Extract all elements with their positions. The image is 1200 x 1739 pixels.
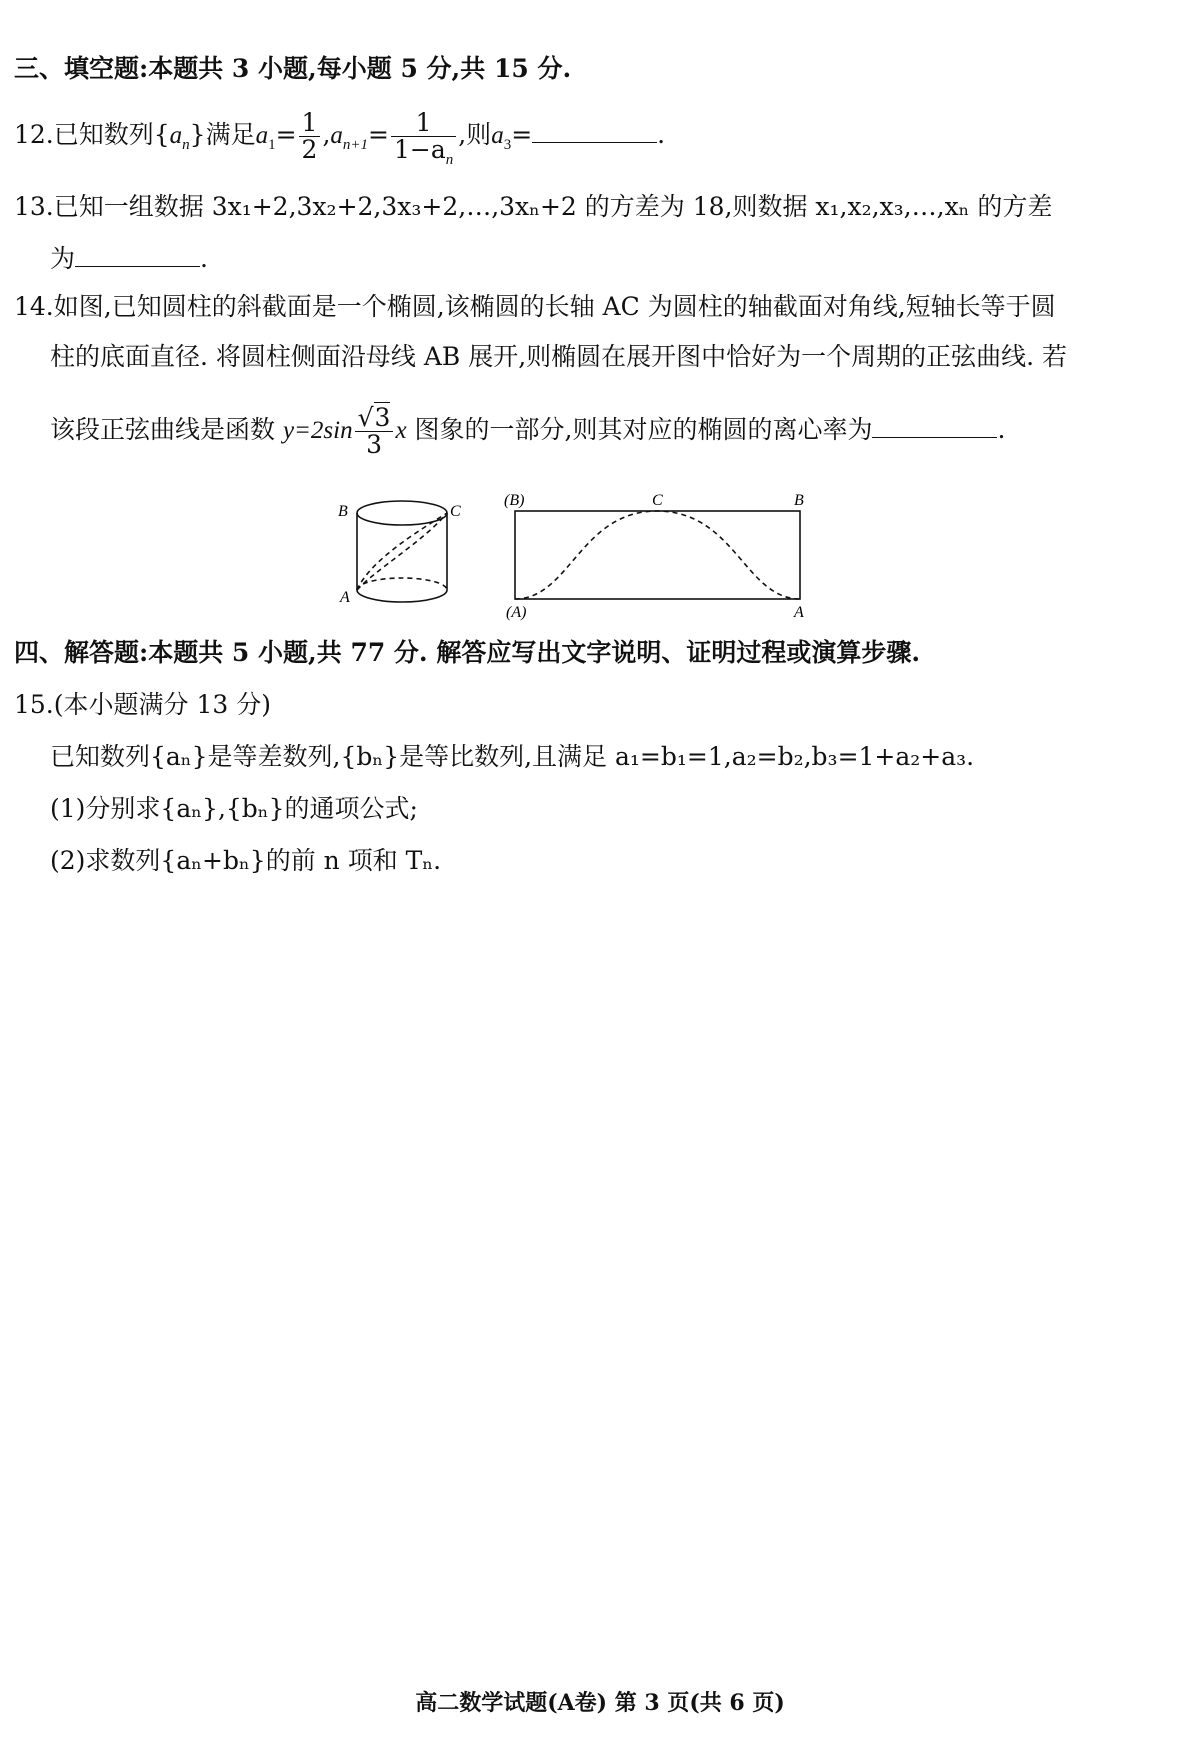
- sine-curve: [515, 511, 800, 599]
- question-13-line-1: 13.已知一组数据 3x₁+2,3x₂+2,3x₃+2,…,3xₙ+2 的方差为 18,则数据 x₁,x₂,x₃,…,xₙ 的方差: [14, 192, 1053, 221]
- question-14-line-3: 该段正弦曲线是函数 y=2sin $\frac{√3}{3}$ x 图象的一部分,则其对应的椭圆的离心率为 .: [50, 403, 1006, 459]
- cylinder-figure: [330, 485, 830, 625]
- question-14-line-1: 14.如图,已知圆柱的斜截面是一个椭圆,该椭圆的长轴 AC 为圆柱的轴截面对角线,短轴长等于圆: [14, 292, 1056, 321]
- q13-answer-blank[interactable]: [75, 246, 200, 267]
- cylinder-drawing: [357, 501, 447, 602]
- cylinder-bottom-back: [357, 578, 447, 590]
- q14-answer-blank[interactable]: [872, 417, 997, 438]
- question-15-header: 15.(本小题满分 13 分): [14, 690, 271, 719]
- rect-label-c: C: [652, 492, 663, 509]
- section-4-heading: 四、解答题:本题共 5 小题,共 77 分. 解答应写出文字说明、证明过程或演算步骤.: [14, 638, 921, 667]
- q12-fraction-a1: $\frac{1}{2}$: [299, 110, 321, 163]
- rect-label-a-paren: (A): [506, 604, 527, 621]
- question-15-part-1: (1)分别求{aₙ},{bₙ}的通项公式;: [50, 794, 418, 823]
- page-footer: 高二数学试题(A卷) 第 3 页(共 6 页): [415, 1690, 785, 1716]
- q12-answer-blank[interactable]: [532, 122, 657, 143]
- unrolled-rectangle: [515, 511, 800, 599]
- q12-number: 12.: [14, 120, 54, 149]
- q14-fraction-sqrt3-over-3: $\frac{√3}{3}$: [355, 405, 394, 458]
- cyl-label-b: B: [338, 503, 348, 520]
- question-12: 12.已知数列$\{a_n\}$满足$a_1=$ $\frac{1}{2}$ $,a_{n+1}=$ $\frac{1}{1-a_n}$ ,则$a_3=$ .: [14, 108, 666, 168]
- q15-number: 15.: [14, 690, 54, 719]
- rect-label-b: B: [794, 492, 804, 509]
- cyl-label-a: A: [340, 589, 350, 606]
- unrolled-drawing: [515, 511, 800, 599]
- cylinder-bottom-front: [357, 590, 447, 602]
- question-15-stem: 已知数列{aₙ}是等差数列,{bₙ}是等比数列,且满足 a₁=b₁=1,a₂=b₂,b₃=1+a₂+a₃.: [50, 742, 975, 771]
- cyl-label-c: C: [450, 503, 461, 520]
- rect-label-b-paren: (B): [504, 492, 525, 509]
- question-14-line-2: 柱的底面直径. 将圆柱侧面沿母线 AB 展开,则椭圆在展开图中恰好为一个周期的正弦曲线. 若: [50, 342, 1068, 371]
- q12-fraction-recursion: $\frac{1}{1-a_n}$: [391, 110, 456, 163]
- q14-number: 14.: [14, 292, 54, 321]
- question-15-part-2: (2)求数列{aₙ+bₙ}的前 n 项和 Tₙ.: [50, 846, 442, 875]
- section-3-heading: 三、填空题:本题共 3 小题,每小题 5 分,共 15 分.: [14, 54, 572, 83]
- q13-number: 13.: [14, 192, 54, 221]
- question-13-line-2: 为 .: [50, 244, 208, 273]
- rect-label-a: A: [794, 604, 804, 621]
